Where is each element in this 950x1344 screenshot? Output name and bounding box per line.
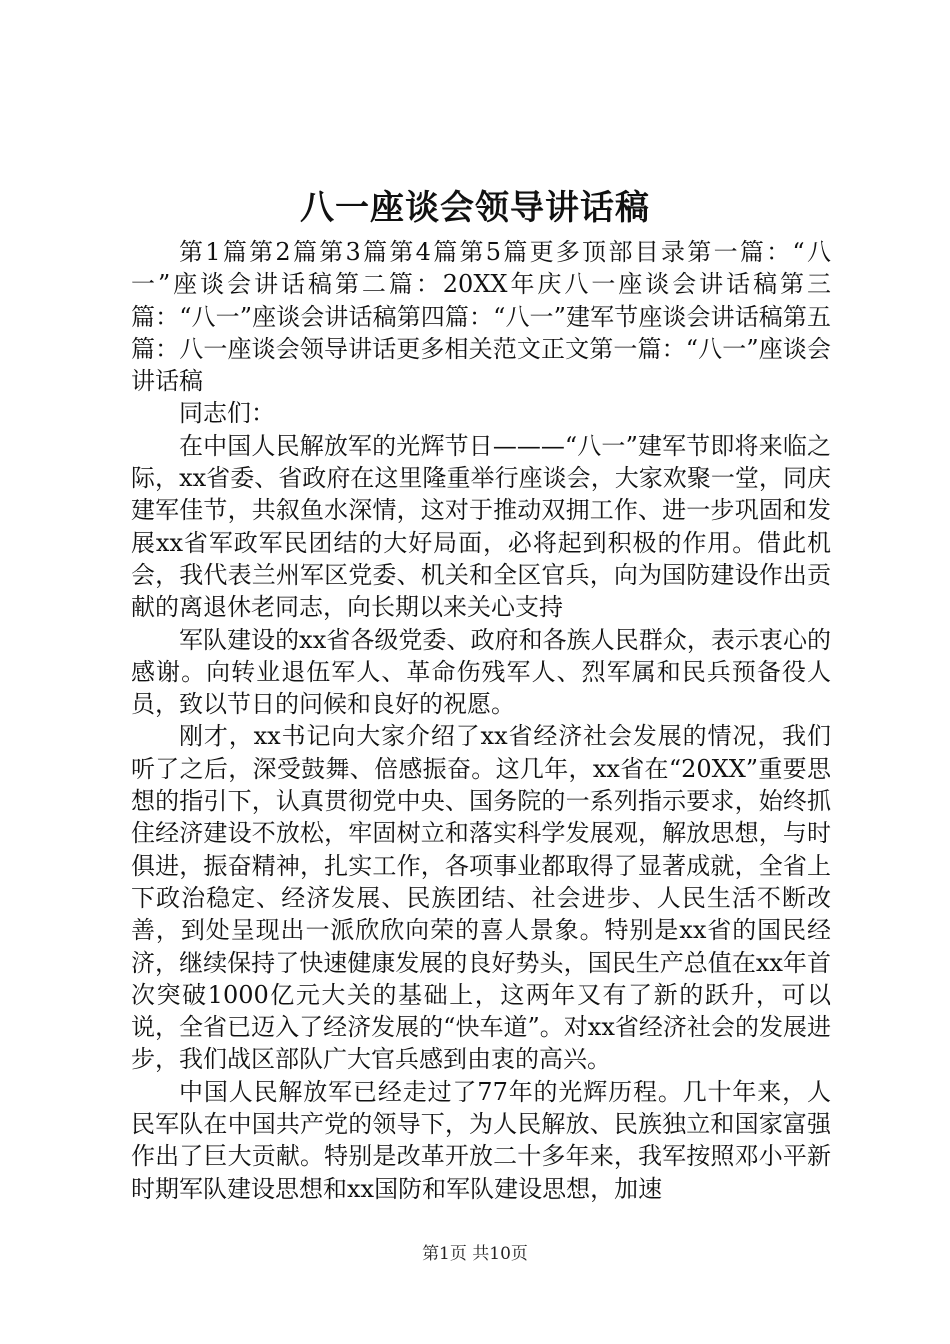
- paragraph-salutation: 同志们：: [179, 399, 275, 428]
- document-body: [131, 236, 831, 1205]
- paragraph-body: 军队建设的xx省各级党委、政府和各族人民群众，表示衷心的感谢。向转业退伍军人、革命伤残军人、烈军属和民兵预备役人员，致以节日的问候和良好的祝愿。: [131, 625, 831, 719]
- page-footer: 第1页 共10页: [422, 1244, 528, 1264]
- document-title: 八一座谈会领导讲话稿: [300, 188, 650, 228]
- paragraph-body: 在中国人民解放军的光辉节日———“八一”建军节即将来临之际，xx省委、省政府在这里隆重举行座谈会，大家欢聚一堂，同庆建军佳节，共叙鱼水深情，这对于推动双拥工作、进一步巩固和发展xx省军政军民团结的大好局面，必将起到积极的作用。借此机会，我代表兰州军区党委、机关和全区官兵，向为国防建设作出贡献的离退休老同志，向长期以来关心支持: [131, 431, 831, 622]
- paragraph-body: 刚才，xx书记向大家介绍了xx省经济社会发展的情况，我们听了之后，深受鼓舞、倍感振奋。这几年，xx省在“20XX”重要思想的指引下，认真贯彻党中央、国务院的一系列指示要求，始终抓住经济建设不放松，牢固树立和落实科学发展观，解放思想，与时俱进，振奋精神，扎实工作，各项事业都取得了显著成就，全省上下政治稳定、经济发展、民族团结、社会进步、人民生活不断改善，到处呈现出一派欣欣向荣的喜人景象。特别是xx省的国民经济，继续保持了快速健康发展的良好势头，国民生产总值在xx年首次突破1000亿元大关的基础上，这两年又有了新的跃升，可以说，全省已迈入了经济发展的“快车道”。对xx省经济社会的发展进步，我们战区部队广大官兵感到由衷的高兴。: [131, 722, 831, 1074]
- paragraph-table-of-contents: 第1篇第2篇第3篇第4篇第5篇更多顶部目录第一篇：“八一”座谈会讲话稿第二篇：20XX年庆八一座谈会讲话稿第三篇：“八一”座谈会讲话稿第四篇：“八一”建军节座谈会讲话稿第五篇：八一座谈会领导讲话更多相关范文正文第一篇：“八一”座谈会讲话稿: [131, 238, 831, 396]
- paragraph-body: 中国人民解放军已经走过了77年的光辉历程。几十年来，人民军队在中国共产党的领导下，为人民解放、民族独立和国家富强作出了巨大贡献。特别是改革开放二十多年来，我军按照邓小平新时期军队建设思想和xx国防和军队建设思想，加速: [131, 1077, 831, 1203]
